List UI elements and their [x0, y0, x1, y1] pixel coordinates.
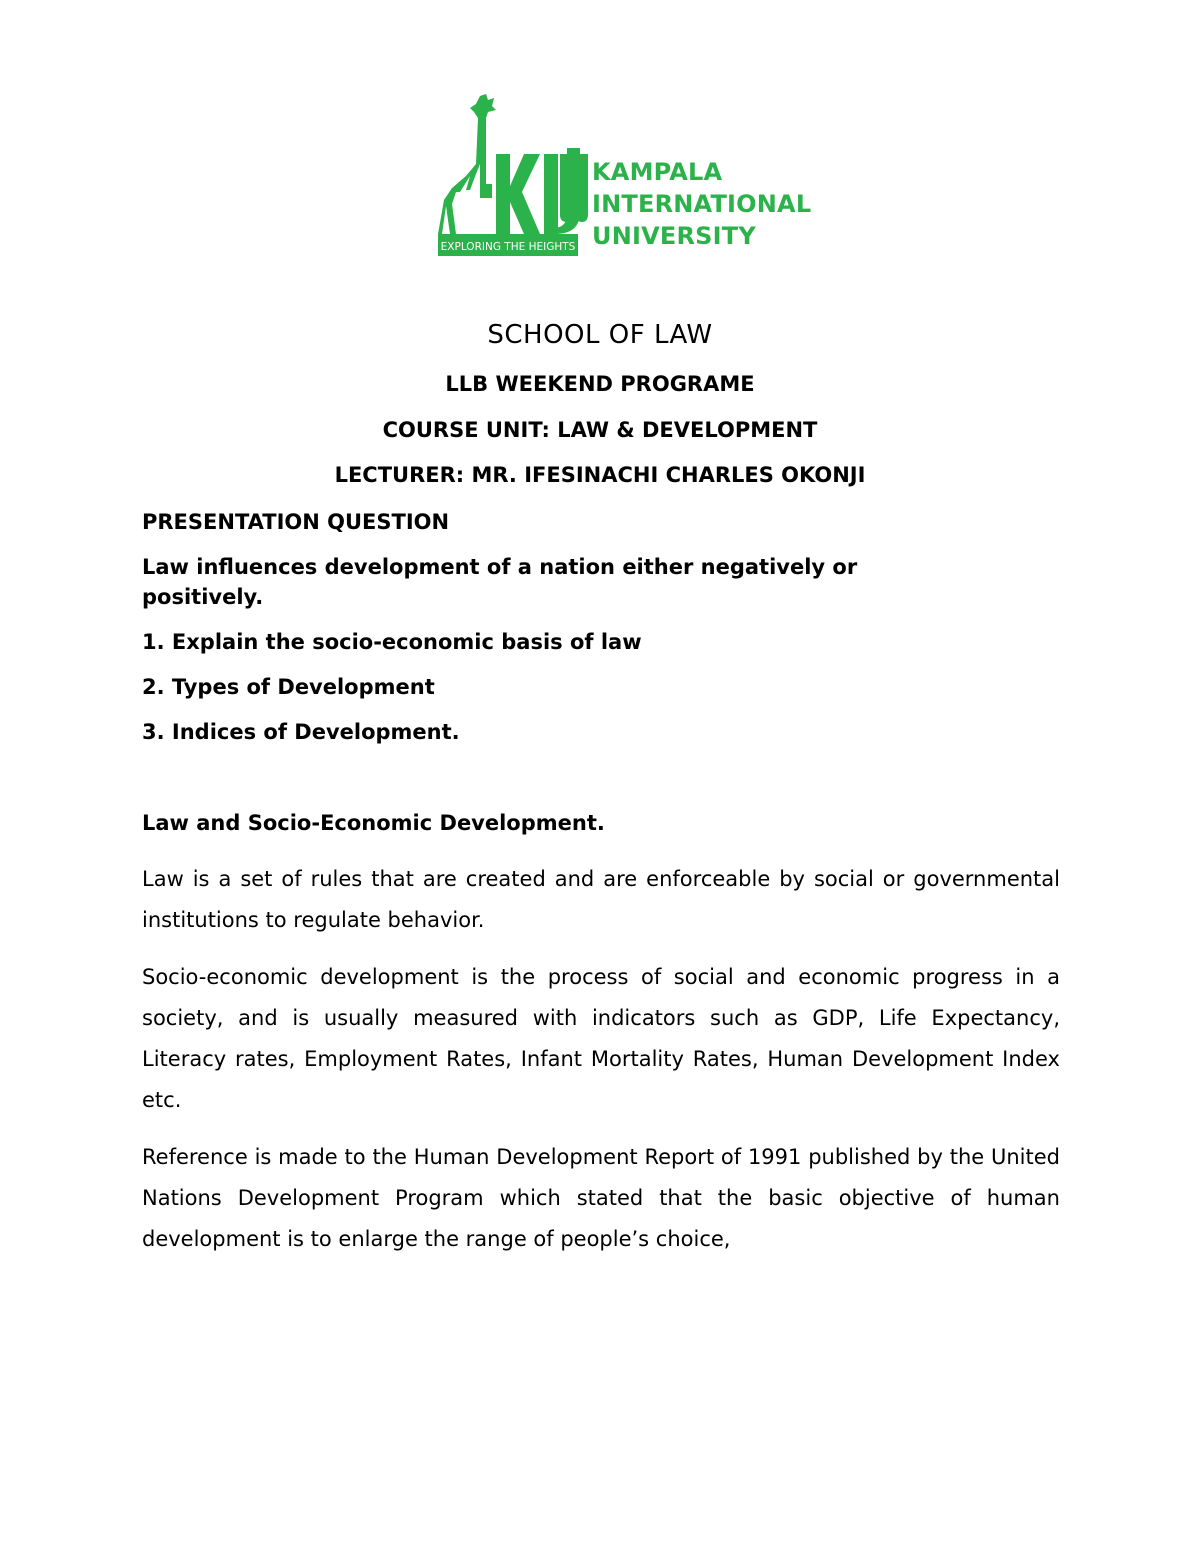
question-heading: PRESENTATION QUESTION [142, 510, 450, 534]
university-name [592, 156, 811, 252]
university-name-line-2: INTERNATIONAL [592, 190, 812, 218]
university-name-line-1: KAMPALA [592, 158, 723, 186]
question-item-1: 1. Explain the socio-economic basis of law [142, 630, 642, 654]
course-unit-title: COURSE UNIT: LAW & DEVELOPMENT [382, 418, 818, 442]
logo-tagline: EXPLORING THE HEIGHTS [440, 241, 576, 253]
paragraph-1: Law is a set of rules that are created and are enforceable by social or governmental institutions to regulate behavior. [142, 867, 1060, 932]
university-name-line-3: UNIVERSITY [592, 222, 756, 250]
programme-title: LLB WEEKEND PROGRAME [445, 372, 755, 396]
question-item-2: 2. Types of Development [142, 675, 435, 699]
university-logo [436, 94, 816, 258]
giraffe-icon [438, 94, 496, 234]
paragraph-2: Socio-economic development is the process of social and economic progress in a society, and is usually measured with indicators such as GDP, Life Expectancy, Literacy rates, Employment Rates, Infant Mortality Rates, Human Development Index etc. [142, 965, 1060, 1112]
section-heading: Law and Socio-Economic Development. [142, 811, 605, 835]
lecturer-title: LECTURER: MR. IFESINACHI CHARLES OKONJI [334, 463, 866, 487]
school-title: SCHOOL OF LAW [487, 320, 713, 350]
paragraph-3: Reference is made to the Human Development Report of 1991 published by the United Nations Development Program which stated that the basic objective of human development is to enlarge the range of people’s choice, [142, 1145, 1060, 1251]
question-item-3: 3. Indices of Development. [142, 720, 460, 744]
question-statement: Law influences development of a nation either negatively or positively. [142, 555, 858, 609]
